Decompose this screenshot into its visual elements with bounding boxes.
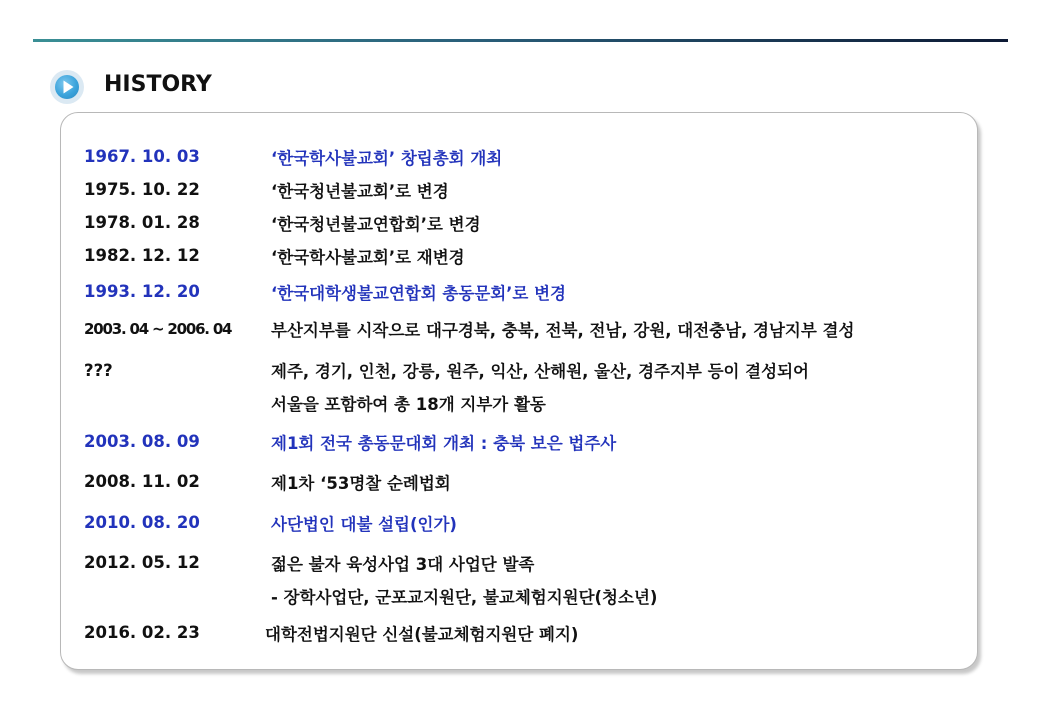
- history-date: 2012. 05. 12: [84, 553, 200, 572]
- history-description: 제주, 경기, 인천, 강릉, 원주, 익산, 산해원, 울산, 경주지부 등이 결성되어: [271, 362, 809, 381]
- history-date: 2003. 04 ~ 2006. 04: [84, 320, 232, 338]
- history-date: 2010. 08. 20: [84, 513, 200, 532]
- history-date: 1978. 01. 28: [84, 213, 200, 232]
- history-description: 서울을 포함하여 총 18개 지부가 활동: [271, 395, 546, 414]
- section-title: HISTORY: [104, 72, 212, 97]
- history-description: 사단법인 대불 설립(인가): [271, 515, 457, 534]
- history-date: 2003. 08. 09: [84, 432, 200, 451]
- history-description: ‘한국학사불교회’ 창립총회 개최: [271, 149, 503, 168]
- history-date: ???: [84, 361, 113, 380]
- history-date: 2008. 11. 02: [84, 472, 200, 491]
- history-date: 1967. 10. 03: [84, 147, 200, 166]
- history-description: ‘한국청년불교연합회’로 변경: [271, 215, 481, 234]
- top-divider: [33, 39, 1008, 42]
- history-description: ‘한국학사불교회’로 재변경: [271, 248, 465, 267]
- history-description: - 장학사업단, 군포교지원단, 불교체험지원단(청소년): [271, 588, 658, 607]
- history-date: 1975. 10. 22: [84, 180, 200, 199]
- history-date: 1993. 12. 20: [84, 282, 200, 301]
- history-description: 대학전법지원단 신설(불교체험지원단 폐지): [265, 625, 579, 644]
- play-circle-icon: [50, 70, 84, 104]
- history-description: 제1차 ‘53명찰 순례법회: [271, 474, 451, 493]
- history-date: 2016. 02. 23: [84, 623, 200, 642]
- history-description: 부산지부를 시작으로 대구경북, 충북, 전북, 전남, 강원, 대전충남, 경남지부 결성: [271, 321, 855, 340]
- history-description: ‘한국청년불교회’로 변경: [271, 182, 449, 201]
- history-description: 제1회 전국 총동문대회 개최 : 충북 보은 법주사: [271, 434, 617, 453]
- history-description: 젊은 불자 육성사업 3대 사업단 발족: [271, 555, 535, 574]
- history-date: 1982. 12. 12: [84, 246, 200, 265]
- history-description: ‘한국대학생불교연합회 총동문회’로 변경: [271, 284, 566, 303]
